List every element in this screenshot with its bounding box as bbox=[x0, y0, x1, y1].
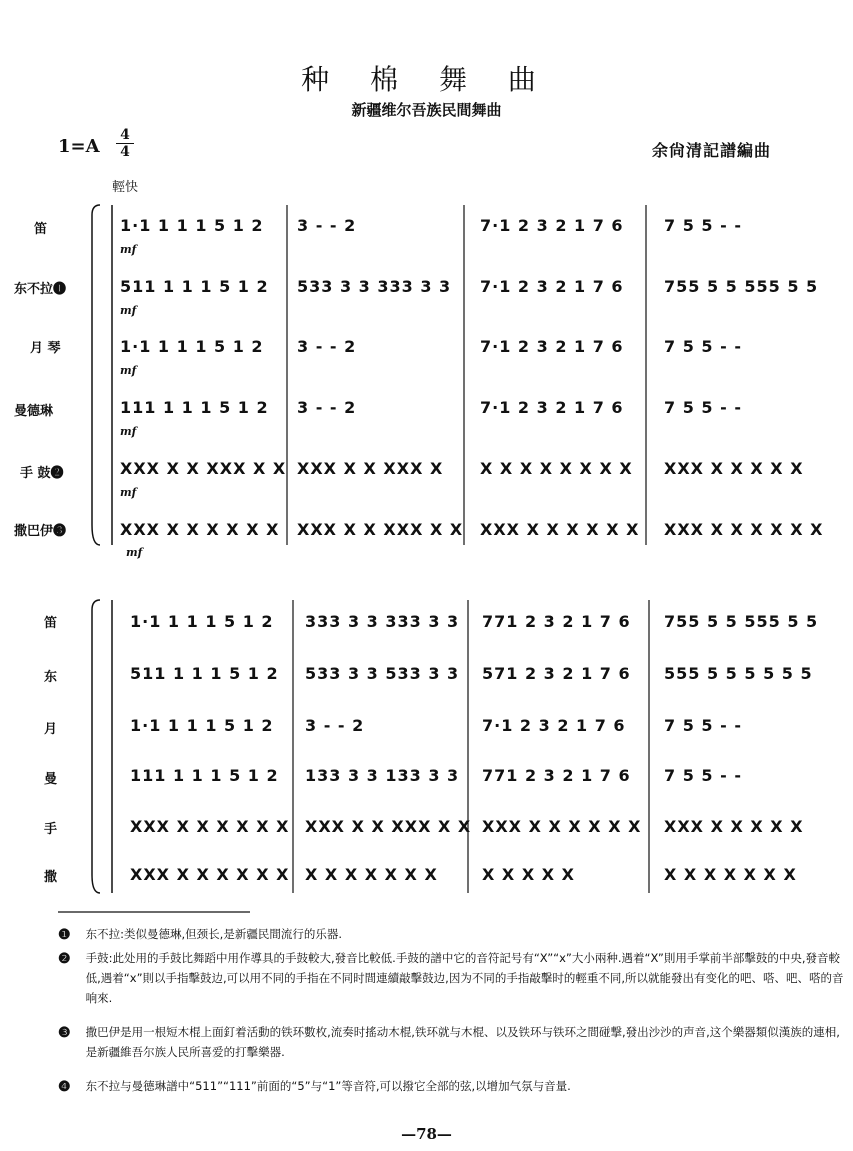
s2-r1-m1: 511 1 1 1 5 1 2 bbox=[130, 664, 279, 683]
page-title: 种 棉 舞 曲 bbox=[301, 63, 552, 96]
footnote-2-text: 手鼓:此处用的手鼓比舞蹈中用作導具的手鼓較大,發音比較低.手鼓的譜中它的音符記号有“X”“x”大小兩种.遇着“X”則用手掌前半部擊鼓的中央,發音較低,遇着“x”則以手指擊鼓边,可以用不同的手指在不同时間連續敲擊鼓边,因为不同的手指敲擊时的輕重不同,所以就能發出有变化的吧、嗒、吧、嗒的音响來. bbox=[85, 951, 844, 1005]
s2-r0-m1: 1·1 1 1 1 5 1 2 bbox=[130, 612, 274, 631]
s2-r5-m4: X X X X X X X bbox=[664, 865, 797, 884]
s1-r2-m1: 1·1 1 1 1 5 1 2 bbox=[120, 337, 264, 356]
time-signature-top: 4 bbox=[120, 127, 130, 143]
footnote-3-text: 撒巴伊是用一根短木棍上面釘着活動的铁环數枚,流奏时搖动木棍,铁环就与木棍、以及铁环与铁环之間碰撃,發出沙沙的声音,这个樂器類似漢族的連相,是新疆維吾尔族人民所喜爱的打擊樂器. bbox=[85, 1025, 840, 1059]
footnote-2 bbox=[58, 948, 846, 1008]
s1-instrument-dombra: 东不拉❶ bbox=[14, 282, 67, 297]
s1-r5-m2: XXX X X XXX X X bbox=[297, 520, 464, 539]
s1-r3-m1: 111 1 1 1 5 1 2 bbox=[120, 398, 269, 417]
s1-instrument-mandolin: 曼德琳 bbox=[14, 404, 54, 419]
s2-r2-m4: 7 5 5 - - bbox=[664, 716, 742, 735]
s1-r4-m1: XXX X X XXX X X bbox=[120, 459, 287, 478]
s1-r3-m4: 7 5 5 - - bbox=[664, 398, 742, 417]
s2-r1-m2: 533 3 3 533 3 3 bbox=[305, 664, 460, 683]
dynamic-mf: mf bbox=[120, 364, 137, 377]
s2-r1-m3: 571 2 3 2 1 7 6 bbox=[482, 664, 631, 683]
s2-r5-m2: X X X X X X X bbox=[305, 865, 438, 884]
s1-r1-m3: 7·1 2 3 2 1 7 6 bbox=[480, 277, 624, 296]
footnote-3-mark: ❸ bbox=[58, 1025, 71, 1041]
s1-r0-m1: 1·1 1 1 1 5 1 2 bbox=[120, 216, 264, 235]
s2-r3-m1: 111 1 1 1 5 1 2 bbox=[130, 766, 279, 785]
s1-r1-m4: 755 5 5 555 5 5 bbox=[664, 277, 819, 296]
dynamic-mf: mf bbox=[120, 243, 137, 256]
s2-r3-m3: 771 2 3 2 1 7 6 bbox=[482, 766, 631, 785]
footnote-3 bbox=[58, 1022, 846, 1062]
system1-brace bbox=[92, 205, 100, 545]
s1-r5-m3: XXX X X X X X X bbox=[480, 520, 640, 539]
footnote-1-text: 东不拉:类似曼德琳,但颈长,是新疆民間流行的乐器. bbox=[85, 927, 342, 941]
s2-r0-m2: 333 3 3 333 3 3 bbox=[305, 612, 460, 631]
key-signature: 1=A bbox=[58, 136, 100, 157]
footnote-2-mark: ❷ bbox=[58, 951, 71, 967]
s1-r2-m2: 3 - - 2 bbox=[297, 337, 357, 356]
s1-r2-m4: 7 5 5 - - bbox=[664, 337, 742, 356]
s1-r0-m3: 7·1 2 3 2 1 7 6 bbox=[480, 216, 624, 235]
dynamic-mf: mf bbox=[120, 304, 137, 317]
s1-instrument-flute: 笛 bbox=[34, 222, 48, 237]
s2-r2-m2: 3 - - 2 bbox=[305, 716, 365, 735]
s2-instrument-yueqin: 月 bbox=[44, 722, 58, 737]
s1-instrument-yueqin: 月 琴 bbox=[30, 341, 61, 356]
s1-r0-m2: 3 - - 2 bbox=[297, 216, 357, 235]
dynamic-mf: mf bbox=[120, 425, 137, 438]
s2-r4-m2: XXX X X XXX X X bbox=[305, 817, 472, 836]
s1-instrument-sabay: 撒巴伊❸ bbox=[14, 524, 67, 539]
footnote-4-text: 东不拉与曼德琳譜中“511”“111”前面的“5”与“1”等音符,可以撥它全部的弦,以增加气氛与音量. bbox=[85, 1079, 571, 1093]
s2-r1-m4: 555 5 5 5 5 5 5 bbox=[664, 664, 813, 683]
s2-r4-m1: XXX X X X X X X bbox=[130, 817, 290, 836]
s2-r3-m4: 7 5 5 - - bbox=[664, 766, 742, 785]
s1-instrument-hand-drum: 手 鼓❷ bbox=[20, 466, 64, 481]
s2-r0-m4: 755 5 5 555 5 5 bbox=[664, 612, 819, 631]
s2-r2-m1: 1·1 1 1 1 5 1 2 bbox=[130, 716, 274, 735]
s1-r3-m3: 7·1 2 3 2 1 7 6 bbox=[480, 398, 624, 417]
system2-brace bbox=[92, 600, 100, 893]
s2-instrument-hand-drum: 手 bbox=[44, 822, 58, 837]
s1-r3-m2: 3 - - 2 bbox=[297, 398, 357, 417]
s2-instrument-mandolin: 曼 bbox=[44, 772, 58, 787]
s1-r4-m3: X X X X X X X X bbox=[480, 459, 633, 478]
s2-instrument-flute: 笛 bbox=[44, 616, 58, 631]
s2-instrument-dombra: 东 bbox=[44, 670, 58, 685]
s2-r3-m2: 133 3 3 133 3 3 bbox=[305, 766, 460, 785]
s2-r5-m1: XXX X X X X X X bbox=[130, 865, 290, 884]
page-subtitle: 新疆维尔吾族民間舞曲 bbox=[351, 101, 502, 119]
dynamic-mf: mf bbox=[120, 486, 137, 499]
s2-instrument-sabay: 撒 bbox=[44, 870, 58, 885]
footnote-4 bbox=[58, 1076, 846, 1096]
s1-r4-m2: XXX X X XXX X bbox=[297, 459, 444, 478]
footnote-4-mark: ❹ bbox=[58, 1079, 71, 1095]
footnote-1 bbox=[58, 924, 846, 944]
s1-r1-m2: 533 3 3 333 3 3 bbox=[297, 277, 452, 296]
dynamic-mf: mf bbox=[126, 546, 143, 559]
s1-r1-m1: 511 1 1 1 5 1 2 bbox=[120, 277, 269, 296]
time-signature-bottom: 4 bbox=[120, 144, 130, 160]
tempo-marking: 輕快 bbox=[112, 180, 139, 195]
s1-r5-m4: XXX X X X X X X bbox=[664, 520, 824, 539]
s2-r2-m3: 7·1 2 3 2 1 7 6 bbox=[482, 716, 626, 735]
s2-r0-m3: 771 2 3 2 1 7 6 bbox=[482, 612, 631, 631]
page-number: —78— bbox=[401, 1125, 452, 1143]
footnote-1-mark: ❶ bbox=[58, 927, 71, 943]
s1-r2-m3: 7·1 2 3 2 1 7 6 bbox=[480, 337, 624, 356]
s1-r0-m4: 7 5 5 - - bbox=[664, 216, 742, 235]
arranger-credit: 余尙清記譜編曲 bbox=[652, 141, 772, 160]
s2-r4-m4: XXX X X X X X bbox=[664, 817, 804, 836]
s1-r5-m1: XXX X X X X X X bbox=[120, 520, 280, 539]
s2-r5-m3: X X X X X bbox=[482, 865, 575, 884]
s2-r4-m3: XXX X X X X X X bbox=[482, 817, 642, 836]
s1-r4-m4: XXX X X X X X bbox=[664, 459, 804, 478]
